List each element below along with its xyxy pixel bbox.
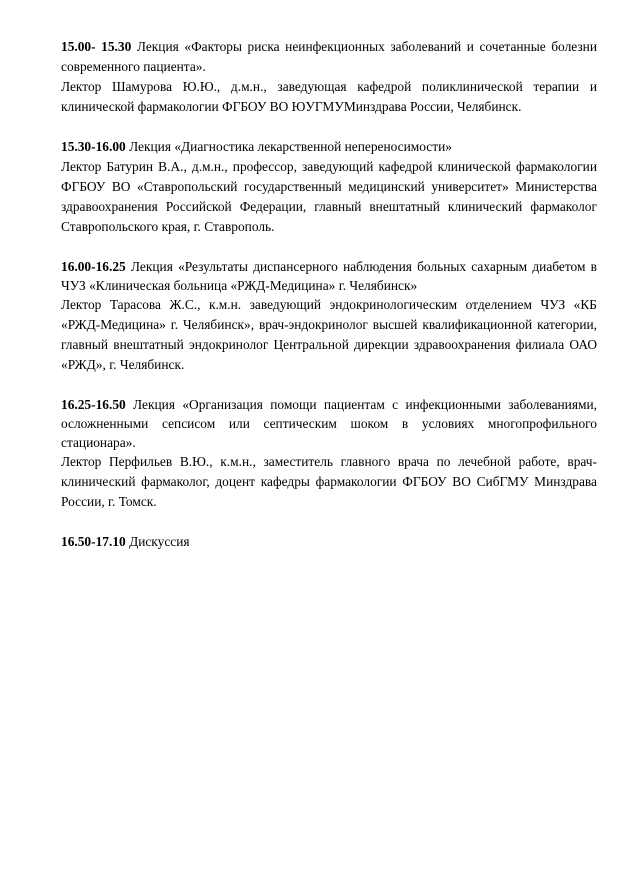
- lecture-speaker: Лектор Тарасова Ж.С., к.м.н. заведующий эндокринологическим отделением ЧУЗ «КБ «РЖД-Медицина» г. Челябинск», врач-эндокринолог высшей квалификационной категории, главный внештатный эндокринолог Центральной дирекции здравоохранения филиала ОАО «РЖД», г. Челябинск.: [61, 297, 597, 372]
- program-page: [61, 37, 597, 552]
- session-4: [61, 395, 597, 512]
- session-time: 16.25-16.50: [61, 397, 126, 412]
- lecture-speaker: Лектор Батурин В.А., д.м.н., профессор, заведующий кафедрой клинической фармакологии ФГБОУ ВО «Ставропольский государственный медицинский университет» Министерства здравоохранения Российской Федерации, главный внештатный клинический фармаколог Ставропольского края, г. Ставрополь.: [61, 159, 597, 234]
- session-time: 16.50-17.10: [61, 534, 126, 549]
- session-lecture: [61, 37, 597, 77]
- session-5: [61, 532, 597, 552]
- session-lecture: [61, 532, 597, 552]
- lecture-speaker: Лектор Перфильев В.Ю., к.м.н., заместитель главного врача по лечебной работе, врач-клинический фармаколог, доцент кафедры фармакологии ФГБОУ ВО СибГМУ Минздрава России, г. Томск.: [61, 454, 597, 509]
- session-lecture: [61, 395, 597, 452]
- lecture-title: Дискуссия: [125, 534, 190, 549]
- lecture-title: Лекция «Факторы риска неинфекционных заболеваний и сочетанные болезни современного пациента».: [61, 39, 597, 74]
- session-1: [61, 37, 597, 117]
- lecture-speaker: Лектор Шамурова Ю.Ю., д.м.н., заведующая кафедрой поликлинической терапии и клинической фармакологии ФГБОУ ВО ЮУГМУМинздрава России, Челябинск.: [61, 79, 597, 114]
- session-2: [61, 137, 597, 237]
- lecture-title: Лекция «Диагностика лекарственной непереносимости»: [125, 139, 452, 154]
- lecture-title: Лекция «Результаты диспансерного наблюдения больных сахарным диабетом в ЧУЗ «Клиническая больница «РЖД-Медицина» г. Челябинск»: [61, 259, 597, 293]
- session-3: [61, 257, 597, 375]
- session-lecture: [61, 137, 597, 157]
- session-time: 16.00-16.25: [61, 259, 126, 274]
- session-time: 15.30-16.00: [61, 139, 126, 154]
- session-time: 15.00- 15.30: [61, 39, 132, 54]
- session-lecture: [61, 257, 597, 295]
- lecture-title: Лекция «Организация помощи пациентам с инфекционными заболеваниями, осложненными сепсисом или септическим шоком в условиях многопрофильного стационара».: [61, 397, 597, 450]
